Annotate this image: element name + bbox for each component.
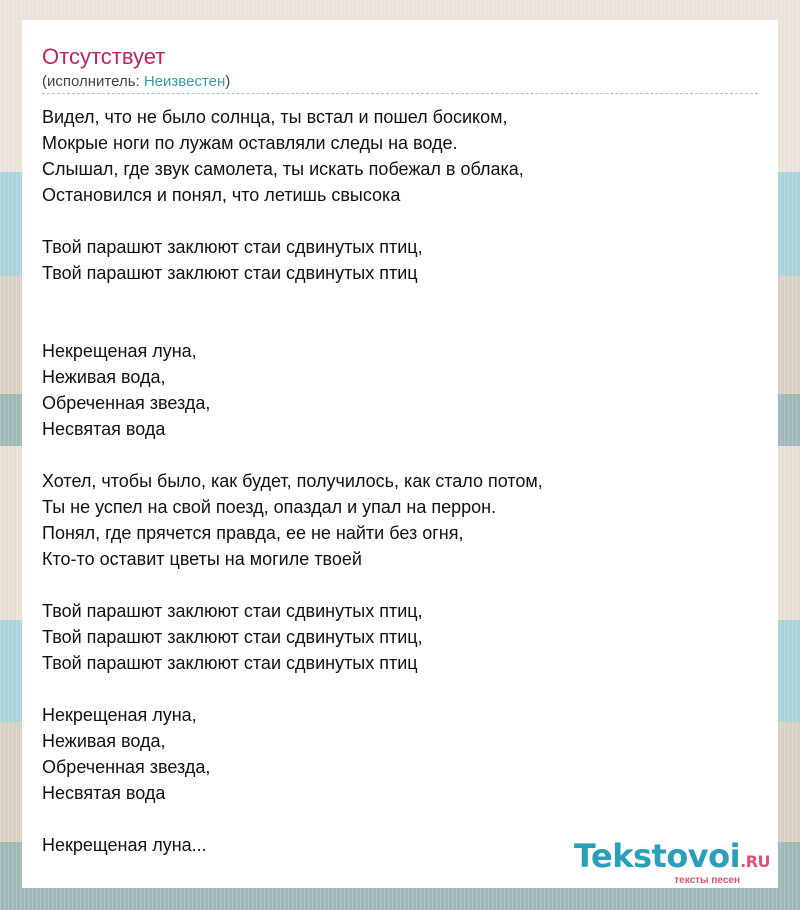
lyric-line bbox=[42, 676, 762, 702]
lyric-line: Твой парашют заклюют стаи сдвинутых птиц, bbox=[42, 627, 423, 647]
lyric-line: Некрещеная луна, bbox=[42, 341, 197, 361]
lyric-line: Понял, где прячется правда, ее не найти без огня, bbox=[42, 523, 464, 543]
lyric-line: Твой парашют заклюют стаи сдвинутых птиц bbox=[42, 653, 418, 673]
lyric-line: Обреченная звезда, bbox=[42, 393, 211, 413]
lyric-line: Слышал, где звук самолета, ты искать побежал в облака, bbox=[42, 159, 524, 179]
lyric-line bbox=[42, 286, 762, 312]
logo-domain: .RU bbox=[740, 852, 770, 871]
lyric-line: Некрещеная луна, bbox=[42, 705, 197, 725]
lyric-line: Твой парашют заклюют стаи сдвинутых птиц bbox=[42, 263, 418, 283]
lyric-line: Кто-то оставит цветы на могиле твоей bbox=[42, 549, 362, 569]
lyric-line bbox=[42, 312, 762, 338]
lyric-line: Твой парашют заклюют стаи сдвинутых птиц, bbox=[42, 601, 423, 621]
lyric-line: Остановился и понял, что летишь свысока bbox=[42, 185, 401, 205]
lyric-line: Твой парашют заклюют стаи сдвинутых птиц, bbox=[42, 237, 423, 257]
lyric-line: Неживая вода, bbox=[42, 731, 166, 751]
lyrics-card bbox=[22, 20, 778, 888]
lyrics-text bbox=[42, 104, 762, 858]
lyric-line: Несвятая вода bbox=[42, 783, 166, 803]
lyric-line: Хотел, чтобы было, как будет, получилось, как стало потом, bbox=[42, 471, 543, 491]
lyric-line: Несвятая вода bbox=[42, 419, 166, 439]
lyric-line: Некрещеная луна... bbox=[42, 835, 207, 855]
lyric-line bbox=[42, 572, 762, 598]
lyric-line: Видел, что не было солнца, ты встал и пошел босиком, bbox=[42, 107, 508, 127]
song-title: Отсутствует bbox=[42, 44, 166, 69]
lyric-line: Мокрые ноги по лужам оставляли следы на воде. bbox=[42, 133, 458, 153]
lyric-line bbox=[42, 806, 762, 832]
title-divider bbox=[42, 93, 758, 94]
artist-prefix: (исполнитель: bbox=[42, 73, 144, 90]
artist-line bbox=[42, 73, 230, 91]
lyric-line: Неживая вода, bbox=[42, 367, 166, 387]
lyric-line: Обреченная звезда, bbox=[42, 757, 211, 777]
logo-subtitle: тексты песен bbox=[674, 875, 740, 886]
artist-link[interactable]: Неизвестен bbox=[143, 73, 226, 90]
site-logo[interactable] bbox=[574, 839, 770, 886]
lyric-line bbox=[42, 442, 762, 468]
logo-wordmark: Tekstovoi bbox=[573, 837, 741, 875]
artist-suffix: ) bbox=[225, 73, 231, 90]
lyric-line: Ты не успел на свой поезд, опаздал и упал на перрон. bbox=[42, 497, 497, 517]
lyric-line bbox=[42, 208, 762, 234]
